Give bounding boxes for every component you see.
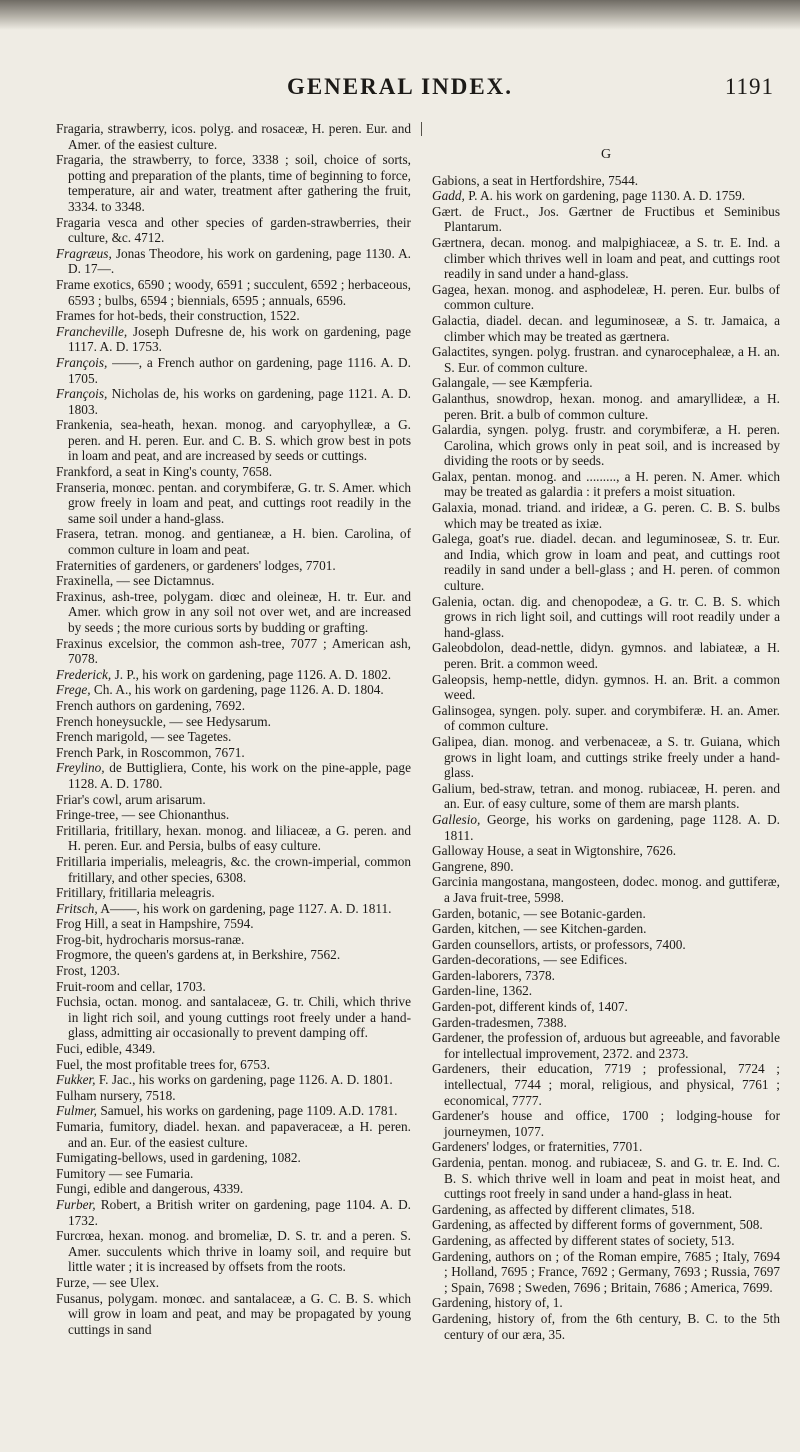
index-entry-text: Fruit-room and cellar, 1703.	[56, 978, 206, 994]
index-entry-text: Garden-pot, different kinds of, 1407.	[432, 999, 628, 1015]
index-entry	[56, 994, 411, 1041]
index-entry	[56, 386, 411, 417]
index-entry	[56, 1072, 411, 1088]
section-letter: G	[600, 147, 612, 162]
index-entry-text: Galenia, octan. dig. and chenopodeæ, a G. tr. C. B. S. which grows in rich light soil, and cuttings will root readily under a hand-glass.	[432, 593, 780, 640]
index-entry-text: Galaxia, monad. triand. and irideæ, a G. peren. C. B. S. bulbs which may be treated as ixiæ.	[432, 500, 780, 531]
index-entry	[432, 999, 780, 1015]
index-entry	[56, 792, 411, 808]
index-entry-text: Fusanus, polygam. monœc. and santalaceæ, a G. C. B. S. which will grow in loam and peat, and may be propagated by young cuttings in sand	[56, 1290, 411, 1337]
index-entry-text: Galax, pentan. monog. and ........., a H. peren. N. Amer. which may be treated as galardia : it prefers a moist situation.	[432, 468, 780, 500]
index-entry	[56, 885, 411, 901]
index-entry	[56, 215, 411, 246]
index-entry	[432, 500, 780, 531]
index-entry	[56, 464, 411, 480]
index-entry	[56, 916, 411, 932]
index-column-right	[432, 121, 780, 1452]
index-entry-text: Franseria, monœc. pentan. and corymbiferæ, G. tr. S. Amer. which grow freely in loam and peat, and cuttings root readily in the same soil under a hand-glass.	[56, 479, 411, 526]
index-entries-right	[432, 173, 780, 1343]
index-entry-text: Garcinia mangostana, mangosteen, dodec. monog. and guttiferæ, a Java fruit-tree, 5998.	[432, 874, 780, 905]
index-entry	[432, 874, 780, 905]
index-entry-text: Gardenia, pentan. monog. and rubiaceæ, S. and G. tr. E. Ind. C. B. S. which thrive well in loam and peat in moist heat, and cuttings root freely in sand under a hand-glass in heat.	[432, 1155, 780, 1202]
index-entry-text: Fragaria vesca and other species of garden-strawberries, their culture, &c. 4712.	[56, 214, 411, 246]
index-entry-text: Frankford, a seat in King's county, 7658.	[56, 464, 273, 480]
index-entry-text: Furze, — see Ulex.	[56, 1274, 160, 1290]
index-entry-text: Fraxinus, ash-tree, polygam. diœc and oleineæ, H. tr. Eur. and Amer. which grow in any soil not over wet, and are increased by seeds ; the more curious sorts by budding or grafting.	[56, 588, 411, 635]
index-entry-text: Gangrene, 890.	[432, 858, 514, 874]
index-entry-headword: Fragræus,	[56, 245, 112, 261]
index-entry-text: Gært. de Fruct., Jos. Gærtner de Fructibus et Seminibus Plantarum.	[432, 203, 780, 235]
index-entry-text: Gagea, hexan. monog. and asphodeleæ, H. peren. Eur. bulbs of common culture.	[432, 281, 780, 313]
index-entry	[432, 1015, 780, 1031]
index-entry-headword: François,	[56, 354, 108, 370]
index-entry	[56, 1275, 411, 1291]
index-entry	[432, 812, 780, 843]
index-entry-text: Fraxinus excelsior, the common ash-tree, 7077 ; American ash, 7078.	[56, 635, 411, 667]
index-entry-text: Gardening, as affected by different states of society, 513.	[432, 1232, 735, 1248]
index-entry	[56, 1103, 411, 1119]
index-entry-text: Galipea, dian. monog. and verbenaceæ, a S. tr. Guiana, which grows in light loam, and cuttings strike freely under a hand-glass.	[432, 733, 780, 781]
index-entry-text: French Park, in Roscommon, 7671.	[56, 744, 245, 760]
running-head	[0, 74, 800, 108]
index-entry	[432, 1295, 780, 1311]
index-entry-text: Frogmore, the queen's gardens at, in Berkshire, 7562.	[56, 947, 341, 963]
index-entry	[432, 1155, 780, 1202]
index-entry	[432, 640, 780, 671]
index-entry	[432, 921, 780, 937]
index-entry	[56, 152, 411, 214]
index-entry-text: Galeobdolon, dead-nettle, didyn. gymnos. and labiateæ, a H. peren. Brit. a common weed.	[432, 640, 780, 671]
index-entry	[56, 1041, 411, 1057]
index-entry	[432, 422, 780, 469]
index-entry	[56, 558, 411, 574]
index-entry-text: A——, his work on gardening, page 1127. A. D. 1811.	[97, 900, 392, 916]
index-entry	[432, 843, 780, 859]
index-entry-text: Frame exotics, 6590 ; woody, 6591 ; succulent, 6592 ; herbaceous, 6593 ; bulbs, 6594 ; biennials, 6595 ; annuals, 6596.	[56, 276, 411, 308]
index-entry	[56, 355, 411, 386]
index-entry-text: Frames for hot-beds, their construction, 1522.	[56, 308, 300, 324]
page-number: 1191	[724, 74, 774, 99]
index-entry-text: Gardener's house and office, 1700 ; lodging-house for journeymen, 1077.	[432, 1108, 780, 1139]
index-entry-text: Fuel, the most profitable trees for, 6753.	[56, 1056, 271, 1072]
index-entry-headword: Frege,	[56, 682, 91, 698]
index-entry-text: Frasera, tetran. monog. and gentianeæ, a H. bien. Carolina, of common culture in loam and peat.	[56, 526, 411, 558]
index-entry	[56, 277, 411, 308]
index-entry-text: Galardia, syngen. polyg. frustr. and corymbiferæ, a H. peren. Carolina, which grows only in peat soil, and is increased by dividing the roots or by seeds.	[432, 422, 780, 469]
index-entry-text: Garden, kitchen, — see Kitchen-garden.	[432, 921, 647, 937]
index-entry	[432, 781, 780, 812]
index-entry-text: Fritillary, fritillaria meleagris.	[56, 885, 215, 901]
index-entry	[432, 1202, 780, 1218]
index-entry	[56, 1291, 411, 1338]
index-entry	[432, 968, 780, 984]
index-entry-text: J. P., his work on gardening, page 1126. A. D. 1802.	[111, 666, 392, 682]
index-entry-headword: Fritsch,	[56, 900, 98, 916]
index-entry-text: Galeopsis, hemp-nettle, didyn. gymnos. H. an. Brit. a common weed.	[432, 671, 780, 703]
index-entry-text: French authors on gardening, 7692.	[56, 697, 246, 713]
index-entry	[432, 703, 780, 734]
index-entry-text: F. Jac., his works on gardening, page 1126. A. D. 1801.	[95, 1072, 393, 1088]
index-entry	[56, 480, 411, 527]
index-entry-text: Fuci, edible, 4349.	[56, 1041, 156, 1057]
index-entry-headword: François,	[56, 386, 108, 402]
index-entry-text: Ch. A., his work on gardening, page 1126. A. D. 1804.	[90, 682, 384, 698]
index-entry-text: Gabions, a seat in Hertfordshire, 7544.	[432, 172, 639, 188]
index-entry	[56, 589, 411, 636]
index-entry-text: Garden-laborers, 7378.	[432, 967, 555, 983]
index-entry	[56, 417, 411, 464]
index-entry-text: Garden counsellors, artists, or professors, 7400.	[432, 936, 686, 952]
index-entry	[432, 188, 780, 204]
index-entry-headword: Gadd,	[432, 188, 465, 204]
index-entry-text: Robert, a British writer on gardening, page 1104. A. D. 1732.	[68, 1196, 411, 1228]
index-entry-text: Joseph Dufresne de, his work on gardening, page 1117. A. D. 1753.	[68, 323, 411, 355]
index-entry-headword: Freylino,	[56, 760, 105, 776]
index-entry	[56, 760, 411, 791]
index-entry-text: Garden-decorations, — see Edifices.	[432, 952, 628, 968]
index-entry-headword: Furber,	[56, 1196, 96, 1212]
index-entry-text: George, his works on gardening, page 1128. A. D. 1811.	[444, 811, 780, 843]
index-entry	[432, 983, 780, 999]
index-entry-headword: Fulmer,	[56, 1103, 97, 1119]
index-entry-text: Frankenia, sea-heath, hexan. monog. and caryophylleæ, a G. peren. and H. peren. Eur. and C. B. S. which grow best in pots in loam and peat, and are increased by seeds or cuttings.	[56, 417, 411, 464]
index-entry	[432, 173, 780, 189]
index-entry-text: Fraternities of gardeners, or gardeners' lodges, 7701.	[56, 557, 336, 573]
index-entry	[56, 1197, 411, 1228]
index-entry	[432, 469, 780, 500]
index-entry	[432, 1030, 780, 1061]
index-entry-text: ——, a French author on gardening, page 1116. A. D. 1705.	[68, 354, 411, 386]
column-divider	[421, 122, 422, 136]
index-entry-text: Fritillaria imperialis, meleagris, &c. the crown-imperial, common fritillary, and other species, 6308.	[56, 853, 411, 885]
index-entry-text: Fumaria, fumitory, diadel. hexan. and papaveraceæ, a H. peren. and an. Eur. of the easiest culture.	[56, 1119, 411, 1150]
index-entry	[56, 823, 411, 854]
index-entry-text: Frog-bit, hydrocharis morsus-ranæ.	[56, 931, 245, 947]
index-entry-text: Fragaria, the strawberry, to force, 3338 ; soil, choice of sorts, potting and preparation of the plants, time of beginning to force, temperature, air and water, treatment after gathering the fruit, 3334. to 3348.	[56, 152, 411, 214]
index-entry	[56, 979, 411, 995]
index-entry	[432, 391, 780, 422]
index-entry-text: Galega, goat's rue. diadel. decan. and leguminoseæ, S. tr. Eur. and India, which grow in loam and peat, and cuttings root readily in sand under a bell-glass ; and H. peren. of common culture.	[432, 531, 780, 594]
index-entry-text: Galactia, diadel. decan. and leguminoseæ, a S. tr. Jamaica, a climber which may be treated as gærtnera.	[432, 312, 780, 344]
index-entry-text: Friar's cowl, arum arisarum.	[56, 791, 206, 807]
index-entry	[432, 1217, 780, 1233]
index-entry	[56, 308, 411, 324]
index-entry	[56, 854, 411, 885]
index-entry-text: French honeysuckle, — see Hedysarum.	[56, 713, 271, 729]
index-entry	[56, 1181, 411, 1197]
page-title: GENERAL INDEX.	[286, 74, 514, 99]
index-entry-text: Gardening, as affected by different forms of government, 508.	[432, 1217, 763, 1233]
index-entry	[56, 1119, 411, 1150]
index-entry	[56, 1228, 411, 1275]
index-entry	[432, 672, 780, 703]
index-entry-text: Gardeners, their education, 7719 ; professional, 7724 ; intellectual, 7744 ; moral, religious, and physical, 7761 ; economical, 7777.	[432, 1061, 780, 1108]
index-entry	[432, 952, 780, 968]
index-entry-headword: Francheville,	[56, 323, 128, 339]
index-entry-text: Garden-tradesmen, 7388.	[432, 1014, 567, 1030]
index-entry-text: French marigold, — see Tagetes.	[56, 729, 232, 745]
index-entry	[432, 1249, 780, 1296]
index-entry-text: Fringe-tree, — see Chionanthus.	[56, 807, 230, 823]
index-entry	[56, 729, 411, 745]
index-entry	[56, 121, 411, 152]
index-entry-text: Gardening, history of, from the 6th century, B. C. to the 5th century of our æra, 35.	[432, 1310, 780, 1342]
index-entry	[432, 531, 780, 593]
index-entry-text: Gardeners' lodges, or fraternities, 7701.	[432, 1139, 643, 1155]
index-entry-text: Galium, bed-straw, tetran. and monog. rubiaceæ, H. peren. and an. Eur. of easy culture, some of them are marsh plants.	[432, 780, 780, 812]
index-entry-text: Fulham nursery, 7518.	[56, 1087, 176, 1103]
index-entry	[432, 734, 780, 781]
index-entry	[432, 235, 780, 282]
index-entry-text: Fuchsia, octan. monog. and santalaceæ, G. tr. Chili, which thrive in light rich soil, and young cuttings root freely under a hand-glass, admitting air occasionally to prevent damping off.	[56, 994, 411, 1041]
index-entry-text: Fumigating-bellows, used in gardening, 1082.	[56, 1150, 301, 1166]
index-entry	[432, 204, 780, 235]
index-entry	[56, 698, 411, 714]
index-entry-headword: Frederick,	[56, 666, 112, 682]
index-entry	[56, 963, 411, 979]
page-top-shadow	[0, 0, 800, 30]
index-entry-text: P. A. his work on gardening, page 1130. A. D. 1759.	[464, 188, 746, 204]
index-column-left	[56, 121, 411, 1452]
index-entry	[432, 1139, 780, 1155]
index-entry-text: Galanthus, snowdrop, hexan. monog. and amaryllideæ, a H. peren. Brit. a bulb of common culture.	[432, 390, 780, 422]
index-entry	[56, 1057, 411, 1073]
index-entry	[56, 682, 411, 698]
index-entry-text: Fraxinella, — see Dictamnus.	[56, 573, 215, 589]
index-entry-text: Frog Hill, a seat in Hampshire, 7594.	[56, 916, 254, 932]
index-entry-headword: Gallesio,	[432, 811, 481, 827]
index-entry	[56, 324, 411, 355]
index-entry	[432, 375, 780, 391]
index-entry	[56, 246, 411, 277]
index-entry	[432, 937, 780, 953]
index-entry	[56, 1150, 411, 1166]
index-entry	[432, 344, 780, 375]
index-entry	[432, 1233, 780, 1249]
index-entry	[56, 526, 411, 557]
index-entry-text: Frost, 1203.	[56, 963, 120, 979]
index-entry	[432, 1108, 780, 1139]
index-entry-text: Fungi, edible and dangerous, 4339.	[56, 1181, 244, 1197]
index-entry	[432, 1061, 780, 1108]
index-entry-text: Nicholas de, his works on gardening, page 1121. A. D. 1803.	[68, 386, 411, 417]
index-entry	[56, 901, 411, 917]
index-entry-text: Fumitory — see Fumaria.	[56, 1165, 194, 1181]
index-entry-text: Fragaria, strawberry, icos. polyg. and rosaceæ, H. peren. Eur. and Amer. of the easiest culture.	[56, 121, 411, 152]
index-entry	[56, 573, 411, 589]
index-entry	[56, 745, 411, 761]
index-entry	[56, 636, 411, 667]
index-entry-text: Jonas Theodore, his work on gardening, page 1130. A. D. 17—.	[68, 245, 411, 277]
index-entry-text: Gardening, as affected by different climates, 518.	[432, 1201, 695, 1217]
index-entry-text: Gardening, authors on ; of the Roman empire, 7685 ; Italy, 7694 ; Holland, 7695 ; France, 7692 ; Germany, 7693 ; Russia, 7697 ; Spain, 7698 ; Sweden, 7696 ; Britain, 7686 ; America, 7699.	[432, 1248, 780, 1295]
index-entry	[56, 667, 411, 683]
index-entry-text: Galinsogea, syngen. poly. super. and corymbiferæ. H. an. Amer. of common culture.	[432, 702, 780, 734]
index-entry	[56, 714, 411, 730]
index-entry-text: Furcrœa, hexan. monog. and bromeliæ, D. S. tr. and a peren. S. Amer. succulents which thrive in loamy soil, and require but little water ; it is increased by offsets from the roots.	[56, 1228, 411, 1275]
index-entry-text: Galactites, syngen. polyg. frustran. and cynarocephaleæ, a H. an. S. Eur. of common culture.	[432, 344, 780, 375]
index-entry-text: Gardening, history of, 1.	[432, 1295, 563, 1311]
index-entry-text: Garden-line, 1362.	[432, 983, 533, 999]
index-entry	[432, 906, 780, 922]
index-entry-text: Gardener, the profession of, arduous but agreeable, and favorable for intellectual improvement, 2372. and 2373.	[432, 1030, 780, 1061]
index-entry	[56, 932, 411, 948]
index-entry-text: Samuel, his works on gardening, page 1109. A.D. 1781.	[97, 1103, 398, 1119]
index-entry	[56, 947, 411, 963]
index-entry-text: Galangale, — see Kæmpferia.	[432, 375, 593, 391]
index-entry	[432, 859, 780, 875]
index-entry-text: Fritillaria, fritillary, hexan. monog. and liliaceæ, a G. peren. and H. peren. Eur. and Persia, bulbs of easy culture.	[56, 822, 411, 854]
index-entry	[56, 1088, 411, 1104]
index-entry	[56, 1166, 411, 1182]
index-entry	[432, 313, 780, 344]
index-entry	[432, 594, 780, 641]
index-entry-text: Galloway House, a seat in Wigtonshire, 7626.	[432, 843, 677, 859]
index-entry	[432, 1311, 780, 1342]
index-entry-text: de Buttigliera, Conte, his work on the pine-apple, page 1128. A. D. 1780.	[68, 760, 411, 791]
index-entry	[432, 282, 780, 313]
index-entry-text: Garden, botanic, — see Botanic-garden.	[432, 905, 646, 921]
index-entry-headword: Fukker,	[56, 1072, 96, 1088]
index-entry-text: Gærtnera, decan. monog. and malpighiaceæ, a S. tr. E. Ind. a climber which thrives well in loam and peat, and cuttings root readily in sand under a hand-glass.	[432, 234, 780, 282]
index-entry	[56, 807, 411, 823]
